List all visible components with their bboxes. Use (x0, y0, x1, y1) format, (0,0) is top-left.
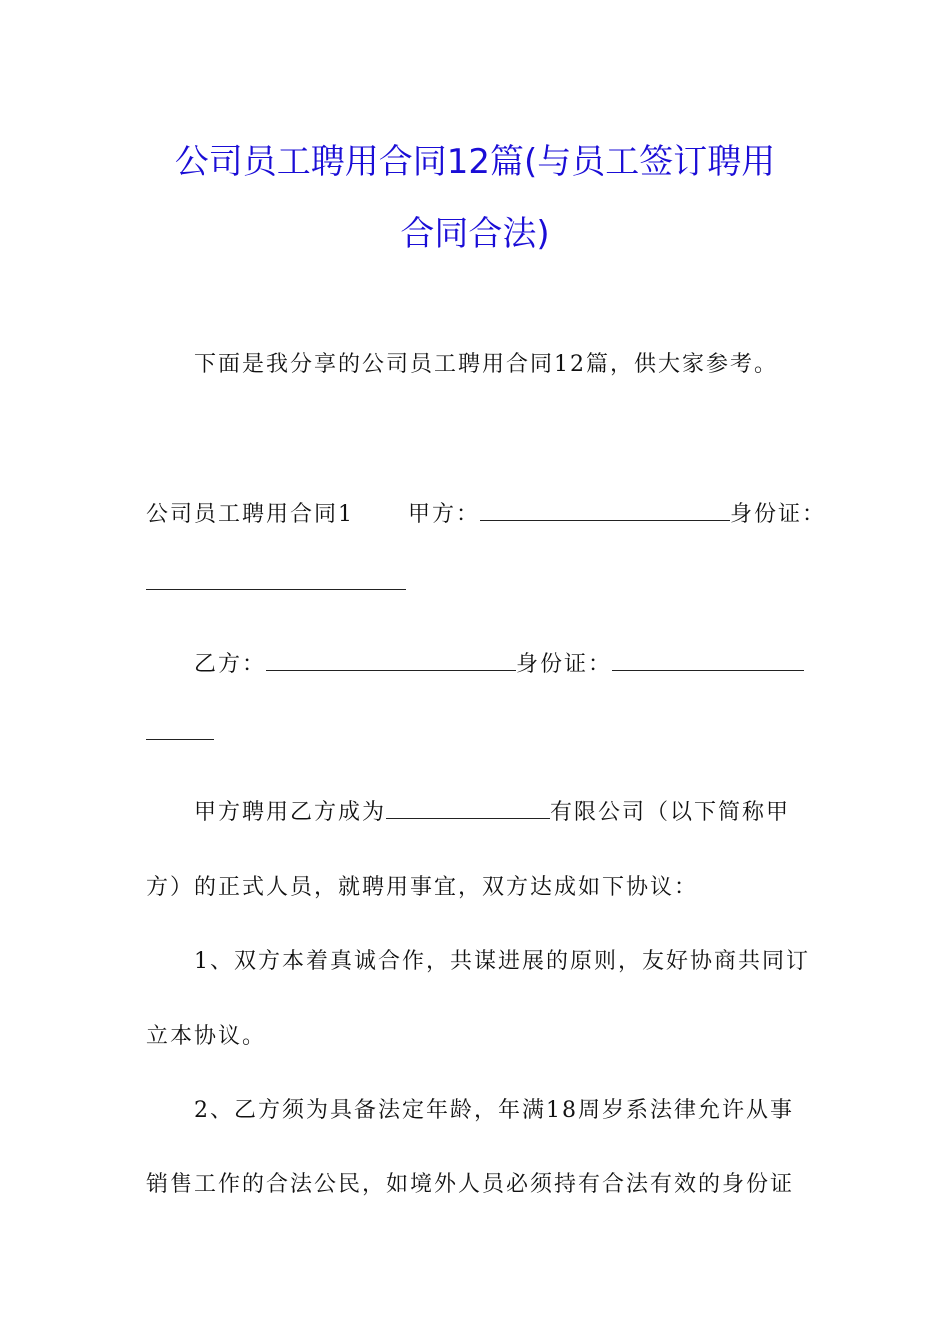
contract-party-b-line (194, 647, 864, 678)
party-b-id-blank (612, 652, 804, 671)
party-a-id-line (146, 571, 816, 596)
document-title-line-1: 公司员工聘用合同12篇(与员工签订聘用 (174, 142, 776, 182)
party-a-id-blank (146, 571, 406, 590)
clause-1-line-1: 1、双方本着真诚合作，共谋进展的原则，友好协商共同订 (194, 949, 810, 974)
hire-paragraph-line-2: 方）的正式人员，就聘用事宜，双方达成如下协议： (146, 875, 699, 900)
intro-paragraph: 下面是我分享的公司员工聘用合同12篇，供大家参考。 (194, 352, 778, 377)
party-b-id-blank-continued (146, 721, 214, 740)
hire-prefix: 甲方聘用乙方成为 (194, 800, 387, 825)
party-a-label: 甲方： (408, 502, 481, 527)
party-b-id-label: 身份证： (516, 652, 613, 677)
document-title-line-2: 合同合法) (400, 214, 550, 254)
party-a-id-label: 身份证： (730, 502, 827, 527)
party-a-name-blank (480, 502, 730, 521)
hire-suffix: 有限公司（以下简称甲 (550, 800, 791, 825)
contract-heading: 公司员工聘用合同1 (146, 502, 354, 527)
party-b-label: 乙方： (194, 652, 267, 677)
hire-paragraph-line-1 (194, 795, 864, 826)
party-b-name-blank (266, 652, 516, 671)
clause-2-line-1: 2、乙方须为具备法定年龄，年满18周岁系法律允许从事 (194, 1098, 794, 1123)
party-b-id-line (146, 721, 816, 746)
clause-1-line-2: 立本协议。 (146, 1024, 267, 1049)
clause-2-line-2: 销售工作的合法公民，如境外人员必须持有合法有效的身份证 (146, 1172, 795, 1197)
contract-party-a-line (146, 497, 827, 528)
company-name-blank (386, 800, 550, 819)
